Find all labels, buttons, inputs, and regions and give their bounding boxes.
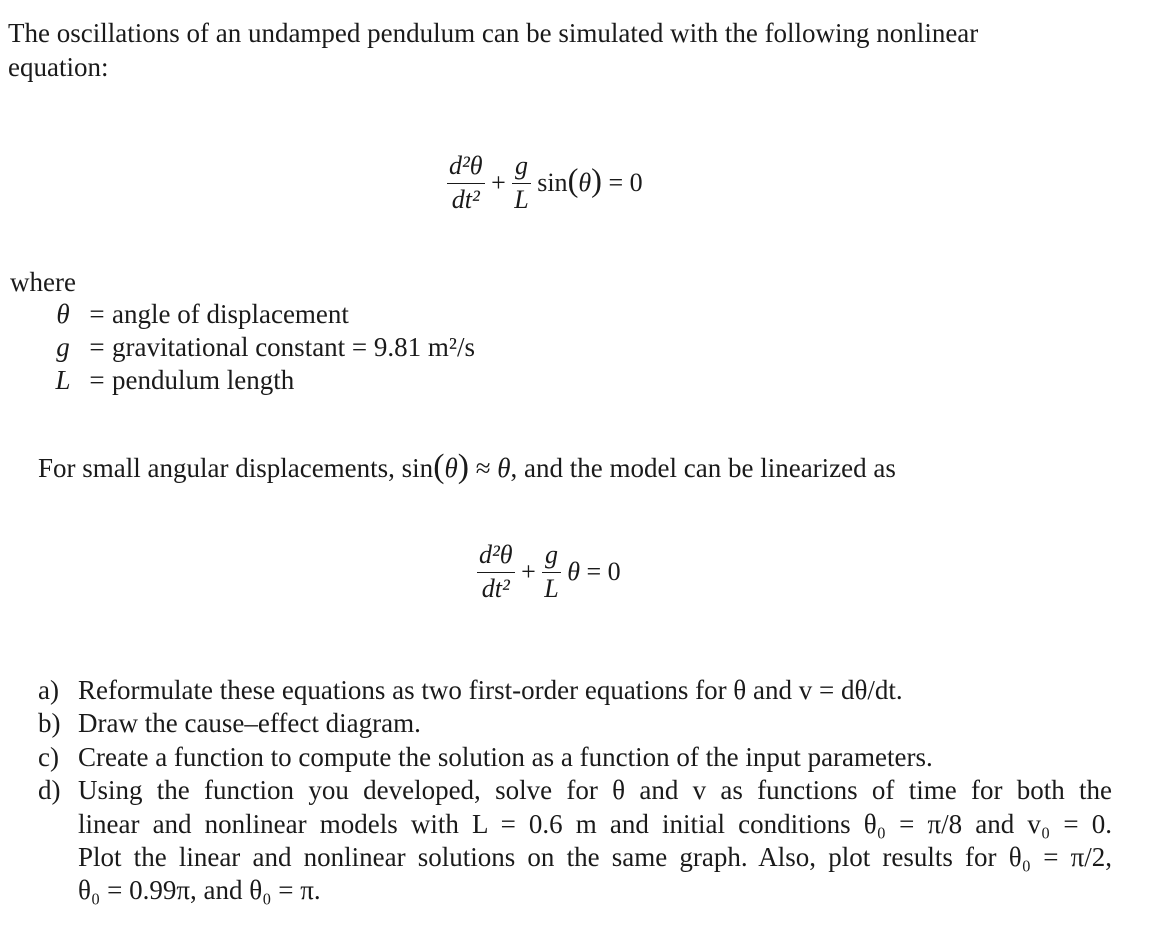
- sin-function: sin: [401, 453, 434, 483]
- definition-row: [44, 364, 475, 397]
- g-over-l-fraction: [542, 541, 560, 603]
- fraction-denominator: dt²: [481, 573, 510, 603]
- small-angle-post: , and the model can be linearized as: [510, 453, 896, 483]
- intro-line-1: The oscillations of an undamped pendulum can be simulated with the following nonlinear: [8, 18, 979, 48]
- task-text: Create a function to compute the solution as a function of the input parameters.: [78, 741, 933, 772]
- definition-text: pendulum length: [112, 365, 295, 395]
- definition-text: gravitational constant = 9.81 m²/s: [112, 332, 476, 362]
- plus-sign: +: [491, 168, 506, 198]
- definitions-table: [44, 298, 475, 397]
- theta-symbol: θ: [444, 453, 458, 483]
- intro-paragraph: [8, 16, 978, 84]
- fraction-numerator: d²θ: [447, 152, 485, 184]
- definition-row: [44, 331, 475, 364]
- sin-function: sin: [537, 168, 568, 198]
- approx-sign: ≈: [468, 453, 498, 483]
- second-derivative-fraction: [447, 152, 485, 214]
- plus-sign: +: [521, 557, 536, 587]
- theta-symbol: θ: [567, 557, 580, 587]
- task-label: c): [38, 741, 59, 772]
- fraction-denominator: L: [544, 573, 559, 603]
- definition-equals: =: [89, 299, 105, 329]
- task-label: a): [38, 675, 59, 705]
- equals-zero: = 0: [608, 168, 643, 198]
- where-label: where: [10, 267, 76, 297]
- task-text: Reformulate these equations as two first-order equations for θ and v = dθ/dt.: [78, 675, 903, 705]
- task-text: Draw the cause–effect diagram.: [78, 708, 421, 739]
- theta-equals-zero: [567, 557, 620, 586]
- task-text-line: linear and nonlinear models with L = 0.6 m and initial conditions θ₀ = π/8 and v₀ = 0.: [78, 808, 1112, 839]
- fraction-numerator: d²θ: [477, 541, 515, 573]
- fraction-denominator: dt²: [451, 184, 480, 214]
- definition-equals: =: [89, 365, 105, 395]
- task-text-line: Using the function you developed, solve for θ and v as functions of time for both the: [78, 775, 1112, 806]
- definition-symbol: L: [55, 365, 71, 395]
- fraction-denominator: L: [514, 184, 529, 214]
- sin-term: sin(θ) = 0: [537, 163, 643, 200]
- fraction-numerator: g: [542, 541, 560, 573]
- theta-symbol: θ: [497, 453, 511, 483]
- second-derivative-fraction: [477, 541, 515, 603]
- definition-equals: =: [89, 332, 105, 362]
- theta-symbol: θ: [578, 168, 592, 198]
- task-item-d: [38, 774, 1112, 908]
- definition-symbol: θ: [56, 299, 70, 329]
- task-label: b): [38, 708, 61, 739]
- nonlinear-equation: [447, 152, 643, 214]
- linear-equation: [477, 541, 621, 603]
- task-text-line: Plot the linear and nonlinear solutions on the same graph. Also, plot results for θ₀ = π/2,: [78, 842, 1112, 873]
- task-text-line: θ₀ = 0.99π, and θ₀ = π.: [78, 875, 321, 906]
- task-item-a: [38, 674, 1112, 707]
- task-text: [78, 774, 1112, 908]
- definition-row: [44, 298, 475, 331]
- task-item-c: [38, 741, 1112, 774]
- task-item-b: [38, 707, 1112, 740]
- small-angle-pre: For small angular displacements,: [38, 453, 402, 483]
- definition-symbol: g: [56, 332, 70, 362]
- fraction-numerator: g: [512, 152, 530, 184]
- equals-zero: = 0: [586, 557, 621, 587]
- g-over-l-fraction: [512, 152, 530, 214]
- task-list: [38, 674, 1112, 908]
- task-label: d): [38, 775, 61, 806]
- intro-line-2: equation:: [8, 52, 109, 82]
- definition-text: angle of displacement: [112, 299, 349, 329]
- small-angle-sentence: For small angular displacements, sin(θ) ≈ θ, and the model can be linearized as: [38, 448, 896, 485]
